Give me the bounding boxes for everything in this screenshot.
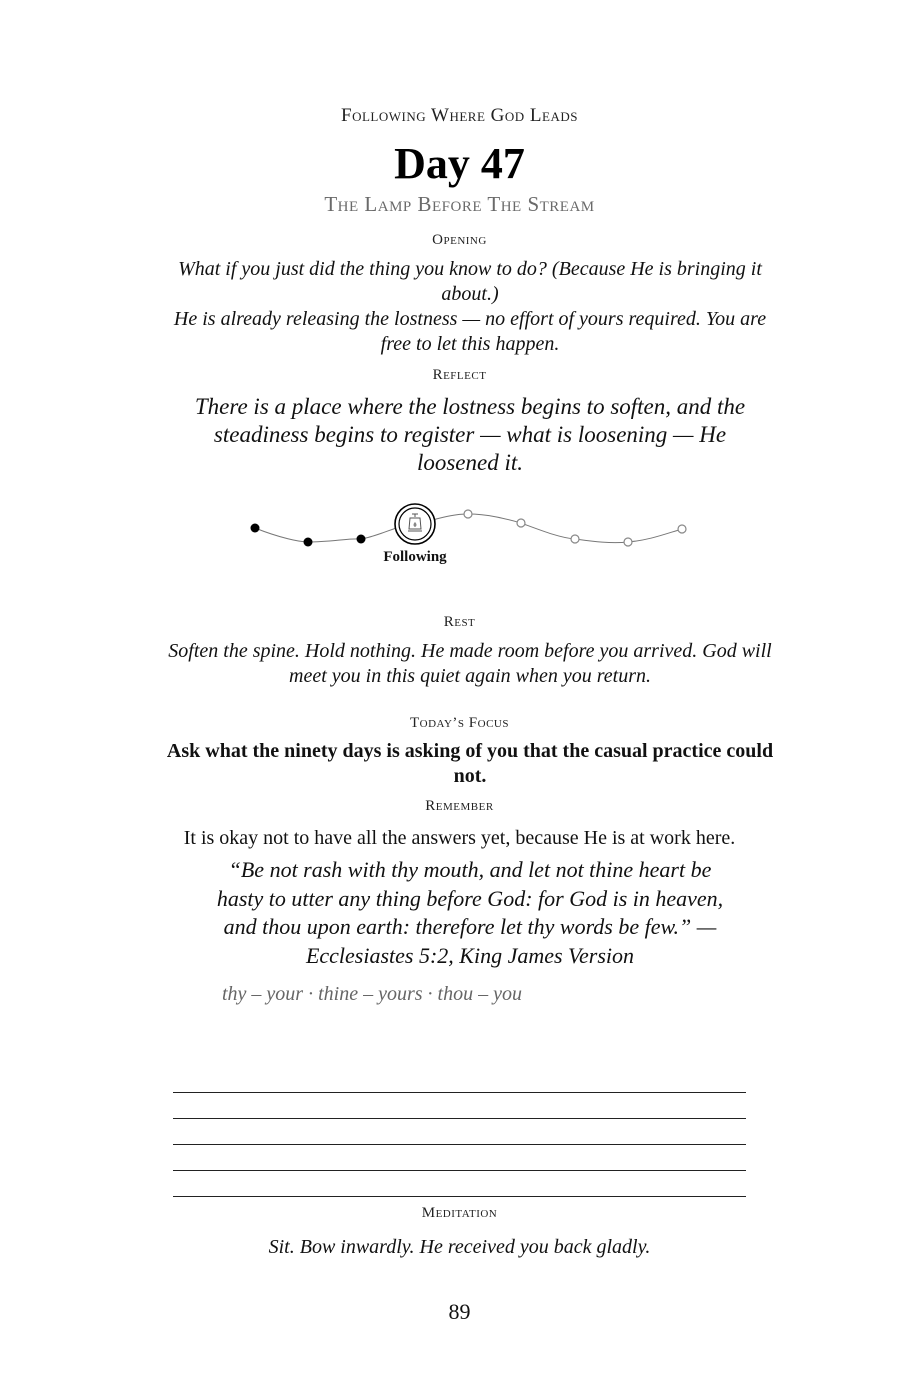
stage-dot-upcoming [517,519,525,527]
remember-text: It is okay not to have all the answers yet, because He is at work here. [183,827,736,849]
journey-progress-path [240,498,700,578]
stage-dot-upcoming [678,525,686,533]
focus-text: Ask what the ninety days is asking of you that the casual practice could not. [166,740,774,787]
stage-dot-completed [357,535,366,544]
archaic-word-glossary: thy – your · thine – yours · thou – you [222,983,522,1005]
page-number: 89 [448,1299,471,1324]
opening-text: What if you just did the thing you know to do? (Because He is bringing it about.) He is already releasing the lostness — no effort of yours required. You are free to let this happen. [173,258,767,355]
reflect-text: There is a place where the lostness begins to soften, and the steadiness begins to register — what is loosening — He loosened it. [194,394,746,475]
current-stage-label: Following [383,549,447,565]
stage-dot-completed [304,538,313,547]
series-title: Following Where God Leads [341,105,578,126]
remember-label: Remember [425,798,494,814]
opening-label: Opening [432,232,487,248]
journal-line[interactable] [173,1144,746,1145]
journal-line[interactable] [173,1170,746,1171]
journal-line[interactable] [173,1196,746,1197]
stage-dot-upcoming [464,510,472,518]
meditation-label: Meditation [421,1205,498,1221]
reflect-label: Reflect [432,367,487,383]
rest-text: Soften the spine. Hold nothing. He made room before you arrived. God will meet you in this quiet again when you return. [168,640,772,687]
lamp-icon [395,504,435,544]
day-subtitle: The Lamp Before The Stream [324,192,595,216]
stage-dot-completed [251,524,260,533]
day-heading: Day 47 [394,139,525,188]
stage-dot-upcoming [571,535,579,543]
focus-label: Today’s Focus [410,715,509,731]
stage-dot-upcoming [624,538,632,546]
meditation-text: Sit. Bow inwardly. He received you back gladly. [268,1236,651,1258]
journal-line[interactable] [173,1092,746,1093]
journal-line[interactable] [173,1118,746,1119]
scripture-verse: “Be not rash with thy mouth, and let not thine heart be hasty to utter any thing before God: for God is in heaven, and thou upon earth: therefore let thy words be few.” — Ecclesiastes 5:2, King James Version [216,857,724,968]
rest-label: Rest [443,614,476,630]
